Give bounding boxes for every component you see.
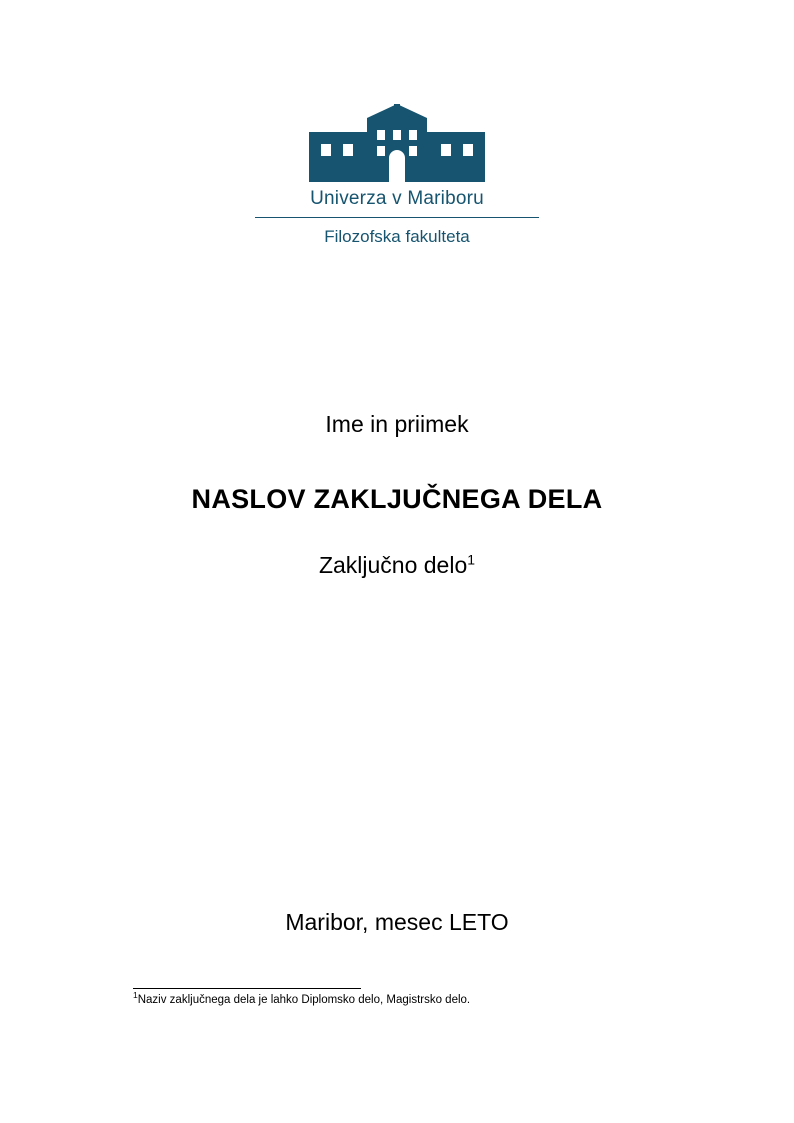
page-title: NASLOV ZAKLJUČNEGA DELA bbox=[191, 483, 603, 514]
faculty-name: Filozofska fakulteta bbox=[324, 226, 470, 246]
footnote-body: Naziv zaključnega dela je lahko Diplomsko delo, Magistrsko delo. bbox=[137, 994, 471, 1006]
logo-divider bbox=[255, 217, 539, 218]
university-crest-icon bbox=[309, 104, 485, 182]
work-type-label: Zaključno delo bbox=[318, 551, 468, 578]
author-name: Ime in priimek bbox=[325, 411, 469, 437]
place-and-date: Maribor, mesec LETO bbox=[285, 909, 509, 935]
title-block bbox=[0, 410, 794, 581]
logo-block bbox=[0, 104, 794, 247]
work-type bbox=[0, 551, 794, 581]
institution-name: Univerza v Mariboru bbox=[310, 188, 484, 209]
footnote-text bbox=[133, 990, 653, 1009]
footnote-separator bbox=[133, 988, 361, 989]
footnote-marker: 1 bbox=[133, 990, 138, 1001]
footnote bbox=[133, 988, 653, 1009]
footnote-marker-inline: 1 bbox=[467, 550, 476, 567]
